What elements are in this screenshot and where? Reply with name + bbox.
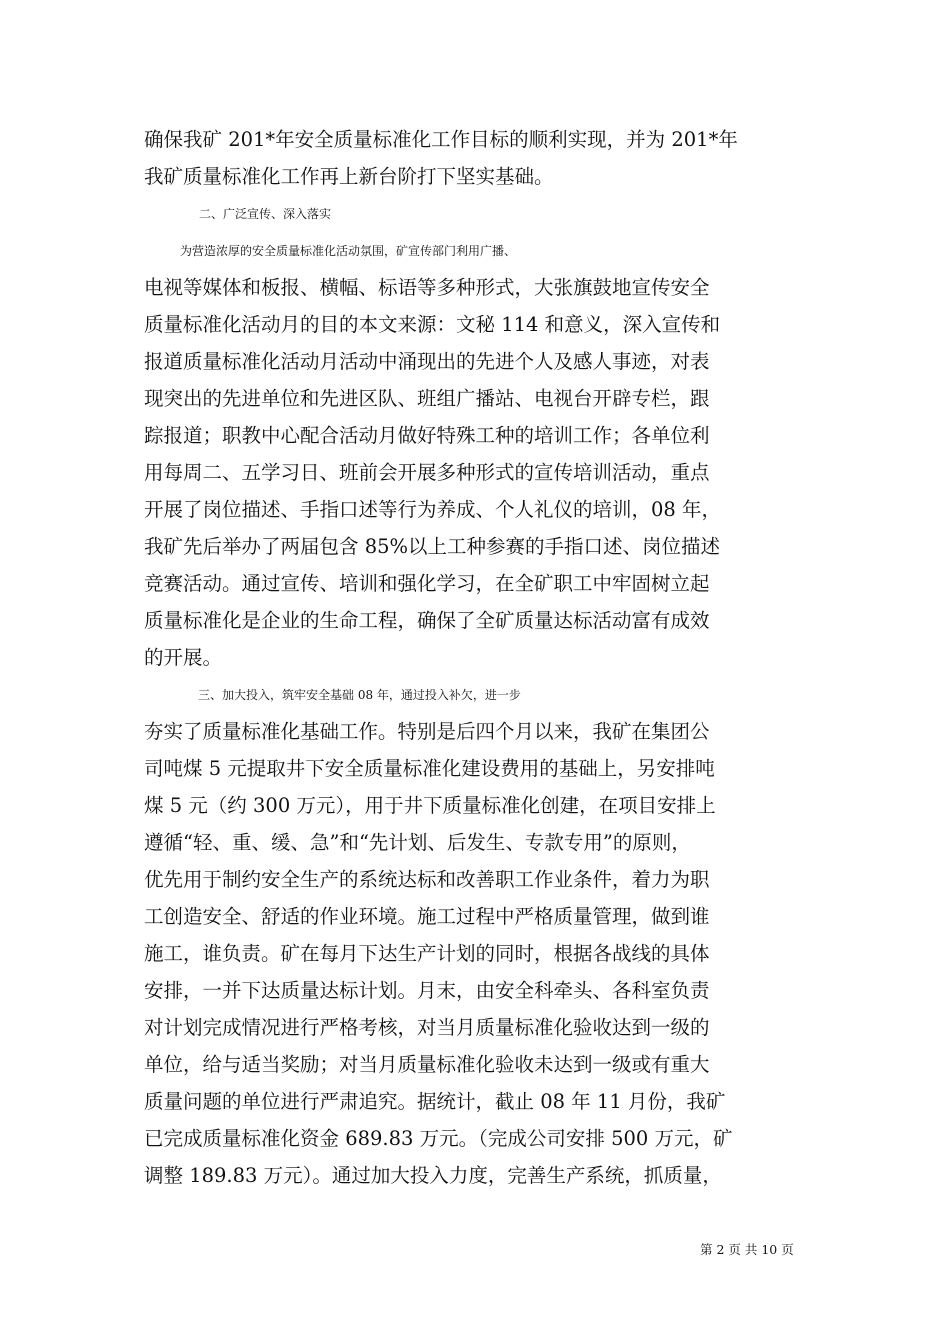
text-line: 遵循“轻、重、缓、急”和“先计划、后发生、专款专用”的原则， <box>144 831 691 854</box>
text-line: 为营造浓厚的安全质量标准化活动氛围，矿宣传部门利用广播、 <box>180 244 517 258</box>
section-heading: 三、加大投入，筑牢安全基础 08 年，通过投入补欠，进一步 <box>198 688 521 702</box>
text-line: 开展了岗位描述、手指口述等行为养成、个人礼仪的培训，08 年， <box>144 498 722 521</box>
text-line: 质量问题的单位进行严肃追究。据统计，截止 08 年 11 月份，我矿 <box>144 1090 726 1113</box>
text-line: 对计划完成情况进行严格考核，对当月质量标准化验收达到一级的 <box>144 1016 710 1039</box>
text-line: 我矿先后举办了两届包含 85%以上工种参赛的手指口述、岗位描述 <box>144 535 721 558</box>
text-line: 现突出的先进单位和先进区队、班组广播站、电视台开辟专栏，跟 <box>144 387 710 410</box>
text-line: 的开展。 <box>144 646 223 669</box>
text-line: 工创造安全、舒适的作业环境。施工过程中严格质量管理，做到谁 <box>144 905 710 928</box>
text-line: 已完成质量标准化资金 689.83 万元。（完成公司安排 500 万元，矿 <box>144 1127 733 1150</box>
text-line: 确保我矿 201*年安全质量标准化工作目标的顺利实现，并为 201*年 <box>144 128 738 151</box>
text-line: 踪报道；职教中心配合活动月做好特殊工种的培训工作；各单位利 <box>144 424 710 447</box>
text-line: 报道质量标准化活动月活动中涌现出的先进个人及感人事迹，对表 <box>144 350 710 373</box>
page-number: 第 2 页 共 10 页 <box>700 1242 794 1257</box>
text-line: 优先用于制约安全生产的系统达标和改善职工作业条件，着力为职 <box>144 868 710 891</box>
text-line: 竞赛活动。通过宣传、培训和强化学习，在全矿职工中牢固树立起 <box>144 572 710 595</box>
text-line: 单位，给与适当奖励；对当月质量标准化验收未达到一级或有重大 <box>144 1053 710 1076</box>
text-line: 施工，谁负责。矿在每月下达生产计划的同时，根据各战线的具体 <box>144 942 710 965</box>
text-line: 夯实了质量标准化基础工作。特别是后四个月以来，我矿在集团公 <box>144 720 710 743</box>
text-line: 司吨煤 5 元提取井下安全质量标准化建设费用的基础上，另安排吨 <box>144 757 715 780</box>
text-line: 调整 189.83 万元）。通过加大投入力度，完善生产系统，抓质量， <box>144 1164 722 1187</box>
text-line: 质量标准化活动月的目的本文来源：文秘 114 和意义，深入宣传和 <box>144 313 721 336</box>
text-line: 电视等媒体和板报、横幅、标语等多种形式，大张旗鼓地宣传安全 <box>144 276 710 299</box>
text-line: 用每周二、五学习日、班前会开展多种形式的宣传培训活动，重点 <box>144 461 710 484</box>
section-heading: 二、广泛宣传、深入落实 <box>199 207 332 221</box>
text-line: 我矿质量标准化工作再上新台阶打下坚实基础。 <box>144 165 554 188</box>
text-line: 煤 5 元（约 300 万元），用于井下质量标准化创建，在项目安排上 <box>144 794 716 817</box>
text-line: 质量标准化是企业的生命工程，确保了全矿质量达标活动富有成效 <box>144 609 710 632</box>
text-line: 安排，一并下达质量达标计划。月末，由安全科牵头、各科室负责 <box>144 979 710 1002</box>
